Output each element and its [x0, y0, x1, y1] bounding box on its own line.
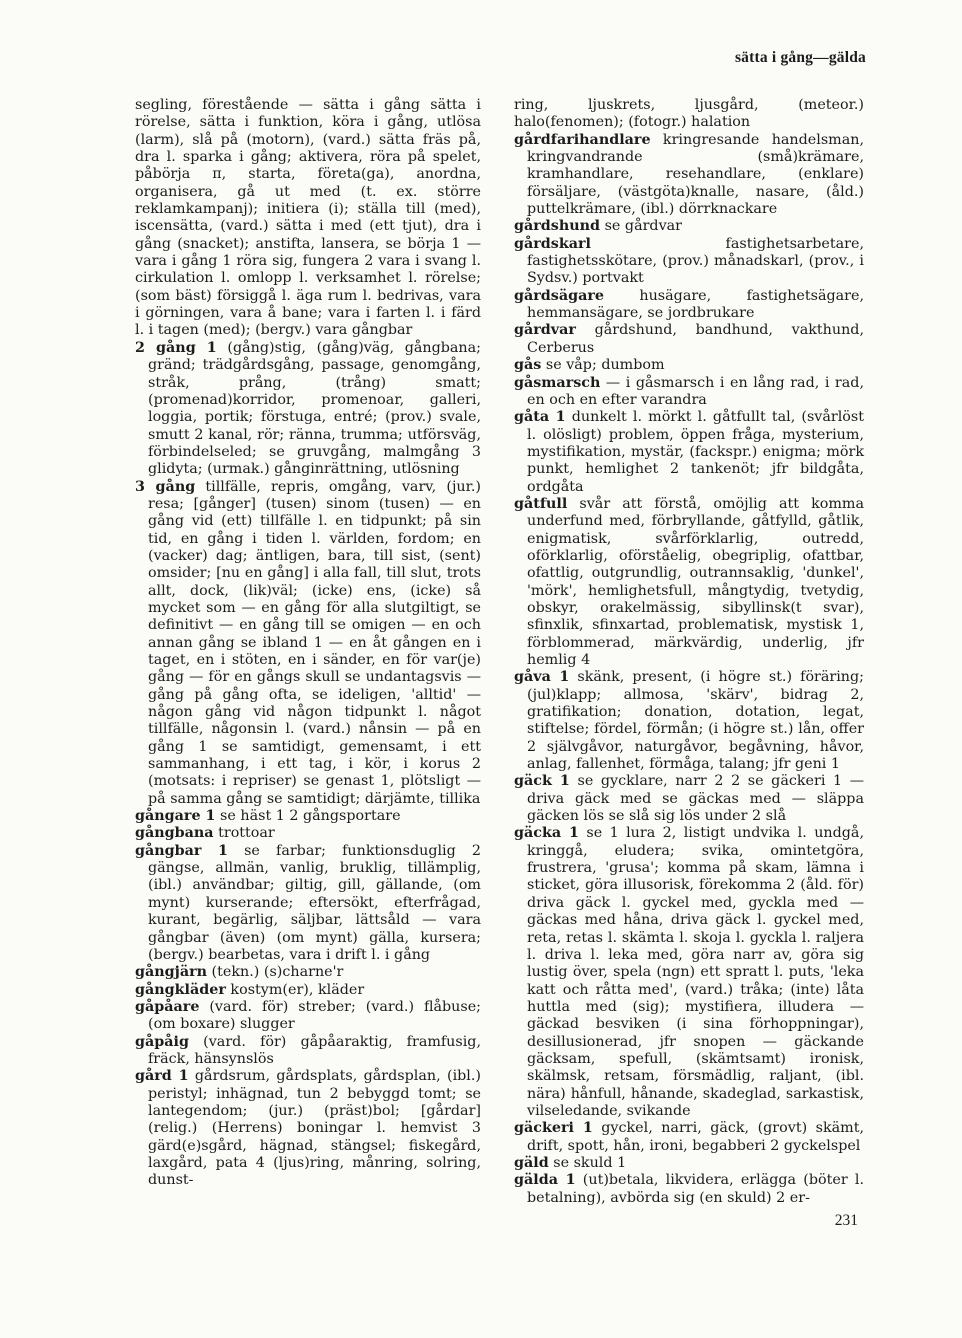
entry-headword: gåta 1: [514, 409, 566, 426]
dictionary-entry: gångare 1 se häst 1 2 gångsportare: [135, 808, 401, 825]
dictionary-entry: gårdfarihandlare kringresande handelsman, kringvandrande (små)krämare, kramhandlare, resehandlare, (enklare) försäljare, (västgöta)knalle, nasare, (åld.) puttelkrämare, (ibl.) dörrknackare: [514, 131, 864, 218]
entry-headword: gåtfull: [514, 495, 568, 512]
dictionary-entry: gåta 1 dunkelt l. mörkt l. gåtfullt tal, (svårlöst l. olösligt) problem, öppen fråga, mysterium, mystifikation, mystär, (fackspr.) enigma; mörk punkt, hemlighet 2 tankenöt; jfr bildgåta, ordgåta: [514, 409, 864, 495]
entry-headword: gäckeri 1: [514, 1120, 593, 1137]
entry-headword: gåpåare: [135, 998, 200, 1015]
entry-headword: gårdvar: [514, 322, 576, 339]
dictionary-entry: 3 gång tillfälle, repris, omgång, varv, (jur.) resa; [gånger] (tusen) sinom (tusen) — en gång vid (ett) tillfälle l. en tidpunkt; på sin tid, en gång i tiden l. världen, fordom; en (vacker) dag; äntligen, bara, till sist, (sent) omsider; [nu en gång] i alla fall, till slut, trots allt, dock, (lik)väl; (icke) ens, (icke) så mycket som — en gång för alla slutgiltigt, se definitivt — en gång till se omigen — en och annan gång se ibland 1 — en åt gången en i taget, en i stöten, en i sänder, en för var(je) gång — för en gångs skull se undantagsvis — gång på gång ofta, se ideligen, 'alltid' — någon gång vid någon tidpunkt l. något tillfälle, någonsin l. (vard.) nånsin — på en gång 1 se samtidigt, gemensamt, i ett sammanhang, i ett tag, i kör, i korus 2 (motsats: i repriser) se genast 1, plötsligt — på samma gång se samtidigt; därjämte, tillika: [135, 478, 481, 807]
entry-headword: gäck 1: [514, 773, 570, 790]
dictionary-entry: gåpåig (vard. för) gåpåaraktig, framfusig, fräck, hänsynslös: [135, 1033, 481, 1067]
left-column: [135, 97, 481, 1190]
dictionary-entry: gåva 1 skänk, present, (i högre st.) föräring; (jul)klapp; allmosa, 'skärv', bidrag 2, gratifikation; donation, dotation, legat, stiftelse; fördel, förmån; (i högre st.) lån, offer 2 självgåvor, naturgåvor, begåvning, håvor, anlag, fallenhet, förmåga, talang; jfr geni 1: [514, 669, 864, 773]
dictionary-entry: segling, förestående — sätta i gång sätta i rörelse, sätta i funktion, köra i gång, utlösa (larm), slå på (motorn), (vard.) sätta fräs på, dra l. sparka i gång; aktivera, röra på spelet, påbörja ᴨ, starta, företa(ga), anordna, organisera, gå ut med (t. ex. större reklamkampanj); initiera (i); ställa till (med), iscensätta, (vard.) sätta i med (ett tjut), dra i gång (snacket); anstifta, lansera, se börja 1 — vara i gång 1 röra sig, fungera 2 vara i svang l. cirkulation l. omlopp l. verksamhet l. rörelse; (som bäst) försiggå l. äga rum l. bedrivas, vara i görningen, vara å bane; vara i farten l. i färd l. i tagen (med); (bergv.) vara gångbar: [135, 97, 481, 339]
entry-headword: gångjärn: [135, 964, 208, 981]
entry-headword: gåpåig: [135, 1033, 189, 1050]
entry-headword: gås: [514, 357, 542, 374]
entry-headword: gäld: [514, 1154, 549, 1171]
right-column: [514, 97, 864, 1207]
entry-headword: gångbana: [135, 825, 214, 842]
dictionary-entry: gångkläder kostym(er), kläder: [135, 981, 365, 998]
dictionary-entry: gäck 1 se gycklare, narr 2 2 se gäckeri 1 — driva gäck med se gäckas med — släppa gäcken lös se slå sig lös under 2 slå: [514, 773, 865, 825]
page-number: 231: [834, 1212, 858, 1229]
dictionary-entry: gås se våp; dumbom: [514, 357, 665, 374]
dictionary-entry: gård 1 gårdsrum, gårdsplats, gårdsplan, (ibl.) peristyl; inhägnad, tun 2 bebyggd tomt; se lantegendom; (jur.) (präst)bol; [gårdar] (relig.) (Herrens) boningar l. hemvist 3 gärd(e)sgård, hägnad, stängsel; fiskegård, laxgård, pata 4 (ljus)ring, månring, solring, dunst-: [135, 1068, 481, 1189]
dictionary-entry: gångbar 1 se farbar; funktionsduglig 2 gängse, allmän, vanlig, bruklig, tillämplig, (ibl.) användbar; giltig, gill, gällande, (om mynt) kurserande; eftersökt, efterfrågad, kurant, begärlig, säljbar, lättsåld — vara gångbar (även) (om mynt) gälla, kursera; (bergv.) bearbetas, vara i drift l. i gång: [135, 842, 482, 963]
entry-headword: gångare 1: [135, 808, 216, 825]
entry-headword: gångbar 1: [135, 842, 228, 859]
entry-headword: 2 gång 1: [135, 339, 217, 356]
dictionary-entry: gåpåare (vard. för) streber; (vard.) flåbuse; (om boxare) slugger: [135, 998, 481, 1033]
entry-headword: gårdfarihandlare: [514, 131, 651, 148]
entry-headword: gångkläder: [135, 981, 226, 998]
running-head: sätta i gång—gälda: [734, 49, 866, 66]
dictionary-entry: gångjärn (tekn.) (s)charne'r: [135, 964, 344, 981]
dictionary-entry: gälda 1 (ut)betala, likvidera, erlägga (böter l. betalning), avbörda sig (en skuld) 2 er-: [514, 1172, 864, 1206]
entry-headword: 3 gång: [135, 478, 196, 495]
dictionary-entry: gäckeri 1 gyckel, narri, gäck, (grovt) skämt, drift, spott, hån, ironi, begabberi 2 gyckelspel: [514, 1120, 864, 1154]
dictionary-entry: 2 gång 1 (gång)stig, (gång)väg, gångbana; gränd; trädgårdsgång, passage, genomgång, stråk, prång, (trång) smatt; (promenad)korridor, promenoar, galleri, loggia, portik; förstuga, entré; (prov.) svale, smutt 2 kanal, rör; ränna, trumma; utförsväg, förbindelseled; se gruvgång, malmgång 3 glidyta; (urmak.) gånginrättning, utlösning: [135, 339, 481, 478]
entry-headword: gåsmarsch: [514, 374, 601, 391]
dictionary-entry: gårdskarl fastighetsarbetare, fastighetsskötare, (prov.) månadskarl, (prov., i Sydsv.) portvakt: [514, 235, 864, 287]
dictionary-entry: gåsmarsch — i gåsmarsch i en lång rad, i rad, en och en efter varandra: [514, 374, 864, 408]
dictionary-entry: gårdvar gårdshund, bandhund, vakthund, Cerberus: [514, 322, 864, 356]
dictionary-entry: gäld se skuld 1: [514, 1154, 627, 1171]
dictionary-entry: gäcka 1 se 1 lura 2, listigt undvika l. undgå, kringgå, eludera; svika, omintetgöra, frustrera, 'grusa'; komma på skam, lämna i sticket, göra illusorisk, förekomma 2 (åld. för) driva gäck l. gyckel med, gyckla med — gäckas med håna, driva gäck l. gyckel med, reta, retas l. skämta l. skoja l. gyckla l. raljera l. driva l. leka med, göra narr av, göra sig lustig över, spela (ngn) ett spratt l. puts, 'leka katt och råtta med', (vard.) tråka; (inte) låta huttla med (sig); mystifiera, illudera — gäckad besviken (i sina förhoppningar), desillusionerad, jfr snopen — gäckande gäcksam, spefull, (skämtsamt) ironisk, skälmsk, retsam, försmädlig, raljant, (ibl. nära) hånfull, hånande, skadeglad, sarkastisk, vilseledande, svikande: [514, 825, 864, 1119]
dictionary-entry: gårdshund se gårdvar: [514, 218, 683, 235]
dictionary-entry: gångbana trottoar: [135, 825, 275, 842]
entry-headword: gäcka 1: [514, 825, 579, 842]
entry-headword: gårdshund: [514, 218, 601, 235]
entry-headword: gård 1: [135, 1068, 189, 1085]
dictionary-entry: ring, ljuskrets, ljusgård, (meteor.) halo(fenomen); (fotogr.) halation: [514, 97, 864, 131]
entry-headword: gårdskarl: [514, 235, 591, 252]
entry-headword: gälda 1: [514, 1172, 576, 1189]
entry-headword: gåva 1: [514, 669, 570, 686]
dictionary-entry: gåtfull svår att förstå, omöjlig att komma underfund med, förbryllande, gåtfylld, gåtlik, enigmatisk, svårförklarlig, outredd, oförklarlig, oförståelig, obegriplig, ofattbar, ofattlig, outgrundlig, outrannsaklig, 'dunkel', 'mörk', hemlighetsfull, mångtydig, tvetydig, obskyr, orakelmässig, sibyllinsk(t svar), sfinxlik, sfinxartad, problematisk, mystisk 1, förblommerad, märkvärdig, underlig, jfr hemlig 4: [514, 495, 864, 668]
entry-headword: gårdsägare: [514, 287, 604, 304]
dictionary-entry: gårdsägare husägare, fastighetsägare, hemmansägare, se jordbrukare: [514, 287, 864, 322]
